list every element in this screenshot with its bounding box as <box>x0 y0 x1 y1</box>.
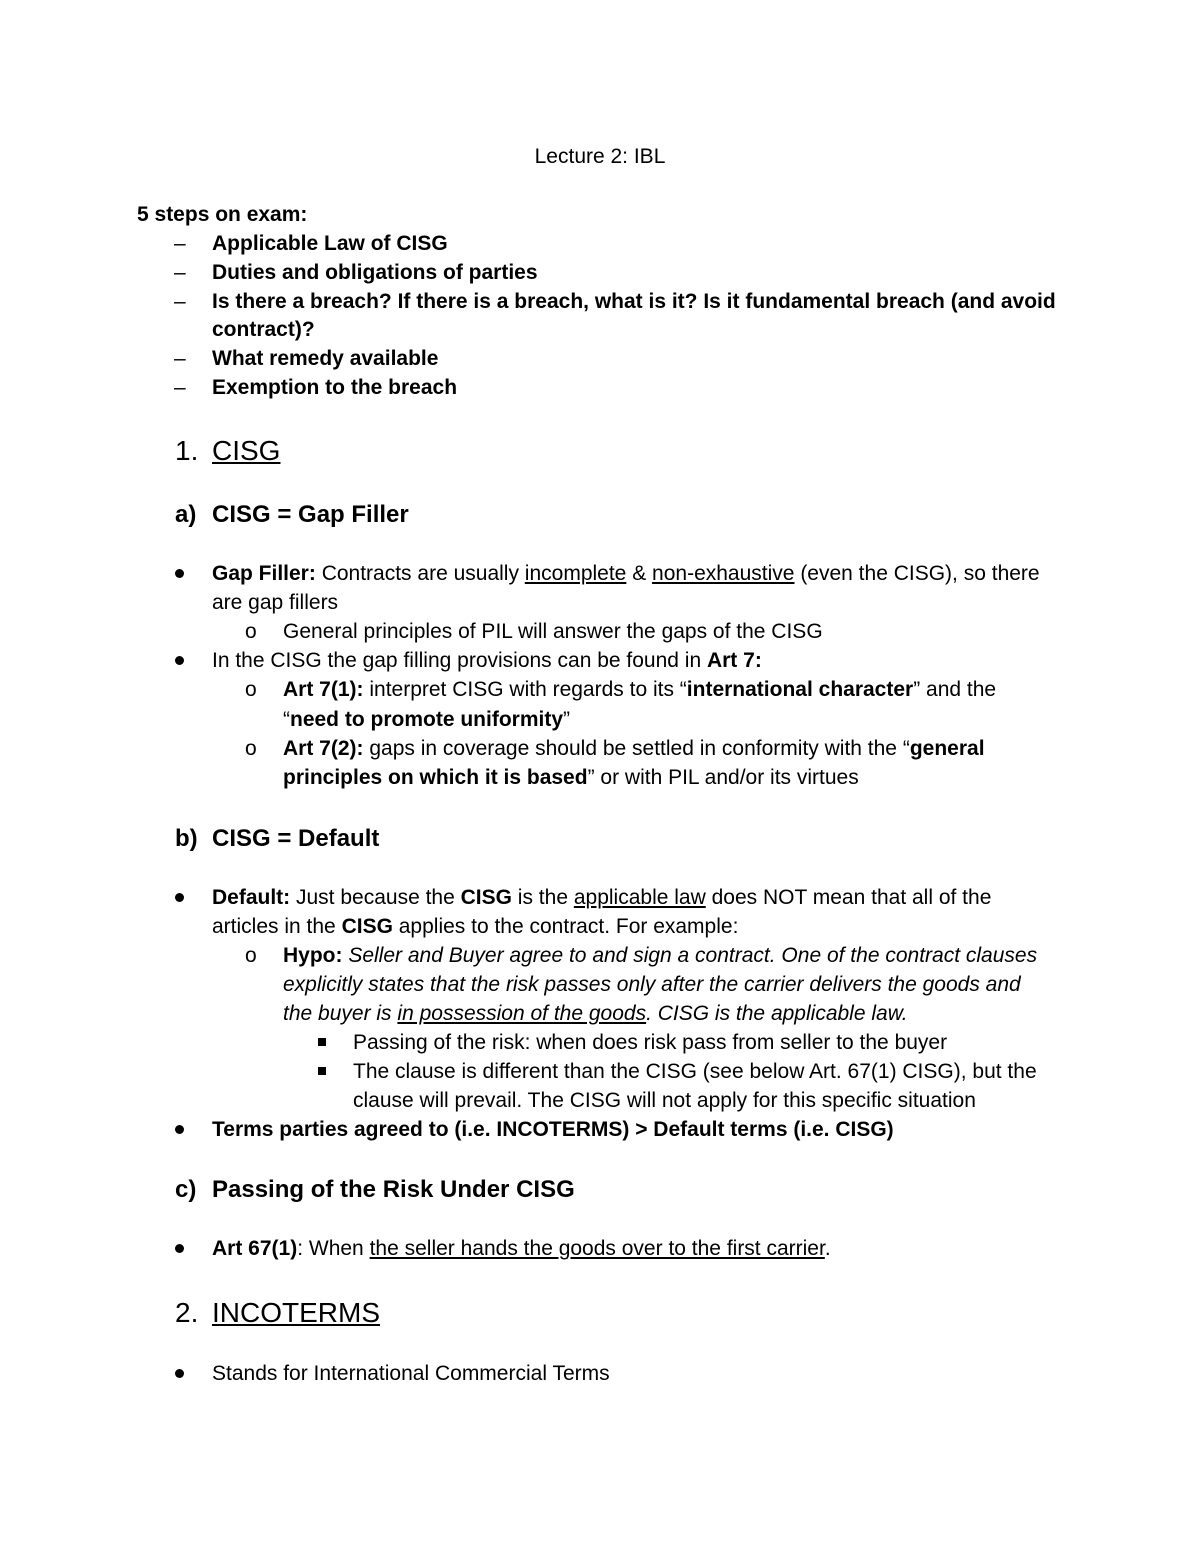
section-title: CISG <box>212 435 281 466</box>
sub-bullet-text-continued: the buyer is in possession of the goods. CISG is the applicable law. <box>283 1002 908 1025</box>
sub-bullet-text: Art 7(2): gaps in coverage should be settled in conformity with the “general <box>283 737 985 760</box>
step-item-continued: contract)? <box>212 318 315 341</box>
bullet-text: Stands for International Commercial Terms <box>212 1362 610 1385</box>
bullet-text: Default: Just because the CISG is the applicable law does NOT mean that all of the <box>212 886 992 909</box>
sub-bullet-text: Art 7(1): interpret CISG with regards to its “international character” and the <box>283 678 997 701</box>
sub-bullet-text-continued: principles on which it is based” or with PIL and/or its virtues <box>283 766 859 789</box>
step-item: Is there a breach? If there is a breach, what is it? Is it fundamental breach (and avoid <box>212 290 1056 313</box>
step-item: Applicable Law of CISG <box>212 232 448 255</box>
sub-bullet-text: General principles of PIL will answer the gaps of the CISG <box>283 620 823 643</box>
square-bullet-icon <box>318 1038 326 1046</box>
step-item: Duties and obligations of parties <box>212 261 538 284</box>
circle-bullet-icon: o <box>245 678 257 701</box>
subsection-label: b) <box>175 825 198 852</box>
bullet-text: Gap Filler: Contracts are usually incomplete & non-exhaustive (even the CISG), so there <box>212 562 1040 585</box>
sub-bullet-text-continued: “need to promote uniformity” <box>283 708 570 731</box>
bullet-text: In the CISG the gap filling provisions can be found in Art 7: <box>212 649 762 672</box>
subsection-label: a) <box>175 501 197 528</box>
square-bullet-text: Passing of the risk: when does risk pass from seller to the buyer <box>353 1031 948 1054</box>
dash-icon: – <box>174 347 186 370</box>
dash-icon: – <box>174 232 186 255</box>
subsection-title: CISG = Gap Filler <box>212 501 409 528</box>
subsection-title: Passing of the Risk Under CISG <box>212 1176 575 1203</box>
bullet-icon <box>175 893 184 902</box>
bullet-icon <box>175 1244 184 1253</box>
square-bullet-text: The clause is different than the CISG (see below Art. 67(1) CISG), but the <box>353 1060 1037 1083</box>
dash-icon: – <box>174 376 186 399</box>
step-item: What remedy available <box>212 347 439 370</box>
circle-bullet-icon: o <box>245 620 257 643</box>
bullet-text-continued: articles in the CISG applies to the contract. For example: <box>212 915 739 938</box>
dash-icon: – <box>174 261 186 284</box>
bullet-text: Terms parties agreed to (i.e. INCOTERMS) > Default terms (i.e. CISG) <box>212 1118 894 1141</box>
section-title: INCOTERMS <box>212 1297 380 1328</box>
circle-bullet-icon: o <box>245 944 257 967</box>
bullet-text-continued: are gap fillers <box>212 591 339 614</box>
sub-bullet-text: Hypo: Seller and Buyer agree to and sign a contract. One of the contract clauses <box>283 944 1038 967</box>
bullet-icon <box>175 1369 184 1378</box>
dash-icon: – <box>174 290 186 313</box>
bullet-text: Art 67(1): When the seller hands the goods over to the first carrier. <box>212 1237 831 1260</box>
square-bullet-text-continued: clause will prevail. The CISG will not apply for this specific situation <box>353 1089 976 1112</box>
circle-bullet-icon: o <box>245 737 257 760</box>
subsection-title: CISG = Default <box>212 825 380 852</box>
square-bullet-icon <box>318 1067 326 1075</box>
steps-heading: 5 steps on exam: <box>137 203 308 226</box>
page-title: Lecture 2: IBL <box>534 145 666 168</box>
bullet-icon <box>175 569 184 578</box>
section-number: 1. <box>175 435 199 466</box>
bullet-icon <box>175 656 184 665</box>
sub-bullet-text-continued: explicitly states that the risk passes only after the carrier delivers the goods and <box>283 973 1021 996</box>
bullet-icon <box>175 1125 184 1134</box>
section-number: 2. <box>175 1297 199 1328</box>
subsection-label: c) <box>175 1176 197 1203</box>
step-item: Exemption to the breach <box>212 376 458 399</box>
